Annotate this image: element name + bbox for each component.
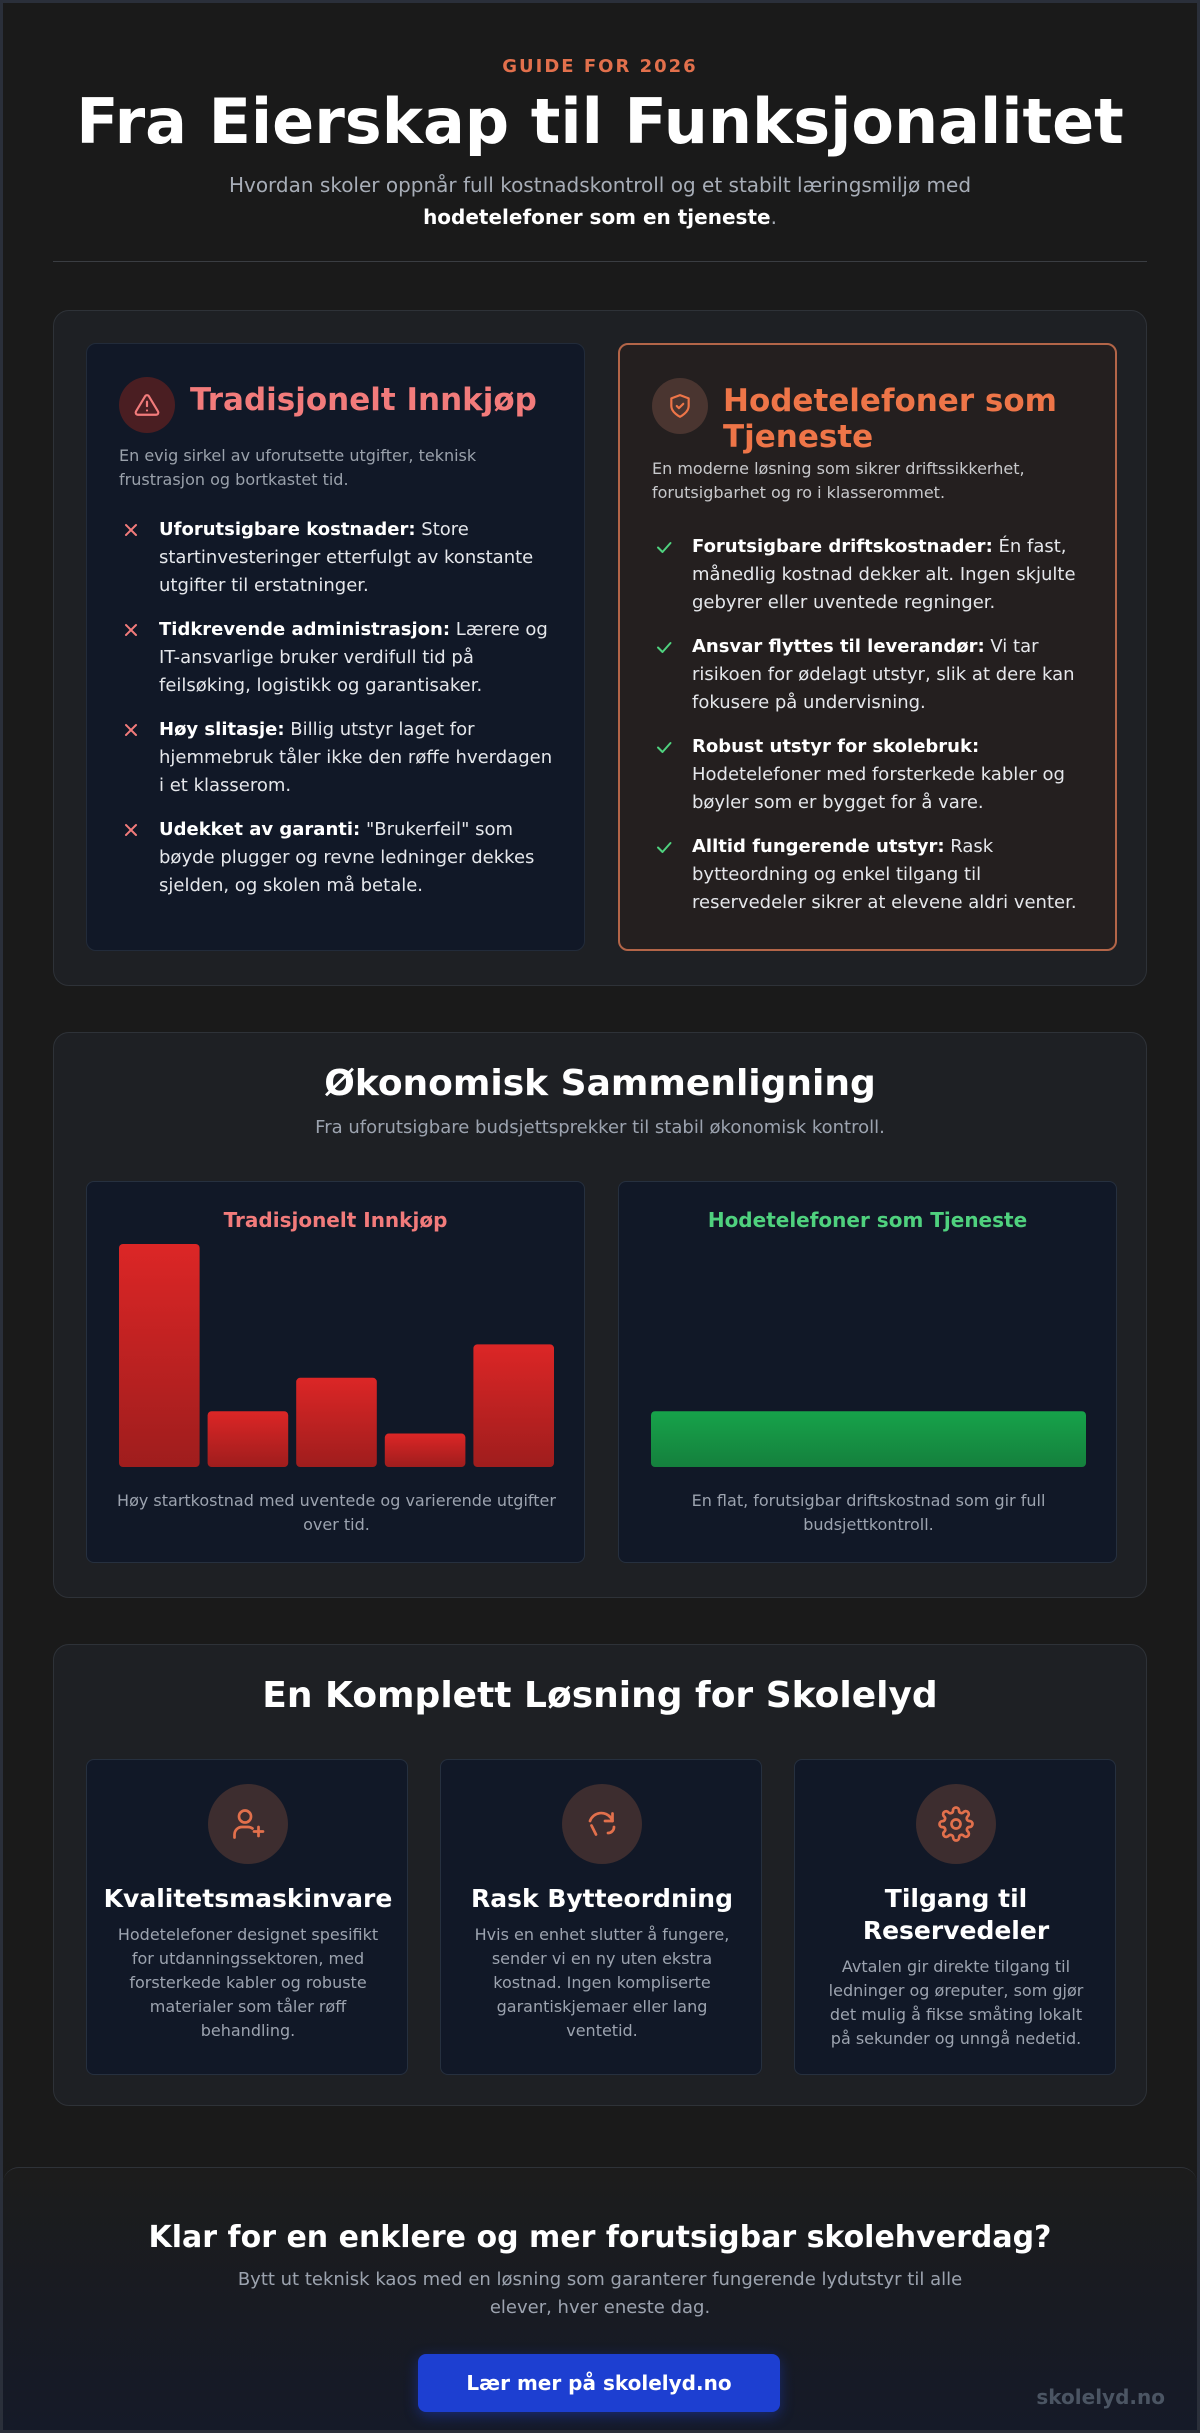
chart-bar <box>651 1411 1086 1467</box>
chart-title: Hodetelefoner som Tjeneste <box>707 1208 1028 1232</box>
cta-text: Bytt ut teknisk kaos med en løsning som garanterer fungerende lydutstyr til alle elever, hver eneste dag. <box>237 2269 963 2318</box>
item-text: Billig utstyr laget for hjemmebruk tåler ikke den røffe hverdagen i et klasserom. <box>159 719 553 796</box>
chart-bar <box>208 1411 289 1467</box>
list-item <box>652 833 1092 917</box>
solution-section <box>53 1644 1147 2106</box>
list-item <box>119 816 559 900</box>
swap-arrow-icon <box>562 1784 642 1864</box>
feature-card <box>440 1759 762 2075</box>
warning-triangle-icon <box>119 377 175 433</box>
service-title: Hodetelefoner som Tjeneste <box>723 383 1057 455</box>
economy-section <box>53 1032 1147 1598</box>
traditional-title: Tradisjonelt Innkjøp <box>190 382 537 418</box>
traditional-card <box>86 343 585 951</box>
economy-title: Økonomisk Sammenligning <box>324 1063 876 1104</box>
page <box>3 3 1197 2430</box>
service-description: En moderne løsning som sikrer driftssikkerhet, forutsigbarhet og ro i klasserommet. <box>652 459 1025 502</box>
chart-bar <box>473 1344 554 1467</box>
chart-bar <box>296 1378 377 1467</box>
page-title: Fra Eierskap til Funksjonalitet <box>76 85 1124 158</box>
item-heading: Tidkrevende administrasjon: <box>159 619 451 640</box>
list-item <box>652 733 1092 817</box>
divider <box>53 261 1147 262</box>
chart-bar <box>385 1434 466 1467</box>
cross-icon <box>121 820 141 840</box>
traditional-description: En evig sirkel av uforutsette utgifter, teknisk frustrasjon og bortkastet tid. <box>119 446 477 489</box>
economy-subtitle: Fra uforutsigbare budsjettsprekker til stabil økonomisk kontroll. <box>315 1117 885 1138</box>
gear-icon <box>916 1784 996 1864</box>
item-text: Én fast, månedlig kostnad dekker alt. Ingen skjulte gebyrer eller uventede regninger. <box>692 536 1076 613</box>
item-text: Vi tar risikoen for ødelagt utstyr, slik at dere kan fokusere på undervisning. <box>692 636 1075 713</box>
solution-title: En Komplett Løsning for Skolelyd <box>262 1675 938 1716</box>
item-text: Store startinvesteringer etterfulgt av konstante utgifter til erstatninger. <box>159 519 534 596</box>
subtitle-emphasis: hodetelefoner som en tjeneste <box>423 205 771 229</box>
service-list <box>652 533 1092 933</box>
list-item <box>652 533 1092 617</box>
feature-title: Tilgang til Reservedeler <box>862 1884 1050 1945</box>
item-text: Hodetelefoner med forsterkede kabler og bøyler som er bygget for å vare. <box>692 764 1065 813</box>
item-heading: Robust utstyr for skolebruk: <box>692 736 980 757</box>
list-item <box>119 516 559 600</box>
subtitle-text: Hvordan skoler oppnår full kostnadskontroll og et stabilt læringsmiljø med <box>228 173 972 197</box>
item-heading: Ansvar flyttes til leverandør: <box>692 636 985 657</box>
feature-title: Rask Bytteordning <box>471 1884 733 1913</box>
check-icon <box>654 737 674 757</box>
item-heading: Alltid fungerende utstyr: <box>692 836 945 857</box>
chart-title: Tradisjonelt Innkjøp <box>223 1208 448 1232</box>
service-chart <box>618 1181 1117 1563</box>
shield-check-icon <box>652 378 708 434</box>
chart-bar <box>119 1244 200 1467</box>
item-heading: Forutsigbare driftskostnader: <box>692 536 993 557</box>
cross-icon <box>121 520 141 540</box>
check-icon <box>654 837 674 857</box>
comparison-section <box>53 310 1147 986</box>
item-text: Rask bytteordning og enkel tilgang til reservedeler sikrer at elevene aldri venter. <box>692 836 1077 913</box>
page-subtitle <box>200 169 1000 233</box>
traditional-list <box>119 516 559 916</box>
check-icon <box>654 537 674 557</box>
list-item <box>652 633 1092 717</box>
traditional-chart <box>86 1181 585 1563</box>
feature-text: Hvis en enhet slutter å fungere, sender vi en ny uten ekstra kostnad. Ingen kompliserte garantiskjemaer eller lang ventetid. <box>474 1925 730 2040</box>
subtitle-end: . <box>770 205 777 229</box>
feature-card <box>794 1759 1116 2075</box>
eyebrow: GUIDE FOR 2026 <box>502 56 698 77</box>
chart-caption: En flat, forutsigbar driftskostnad som gir full budsjettkontroll. <box>691 1491 1046 1534</box>
service-card <box>618 343 1117 951</box>
feature-text: Avtalen gir direkte tilgang til ledninger og øreputer, som gjør det mulig å fikse småting lokalt på sekunder og unngå nedetid. <box>828 1957 1084 2048</box>
feature-card <box>86 1759 408 2075</box>
user-plus-icon <box>208 1784 288 1864</box>
cross-icon <box>121 720 141 740</box>
item-heading: Udekket av garanti: <box>159 819 361 840</box>
item-heading: Høy slitasje: <box>159 719 285 740</box>
item-text: Lærere og IT-ansvarlige bruker verdifull tid på feilsøking, logistikk og garantisaker. <box>159 619 548 696</box>
service-bar-chart <box>619 1242 1118 1472</box>
chart-caption: Høy startkostnad med uventede og varierende utgifter over tid. <box>117 1491 556 1534</box>
cross-icon <box>121 620 141 640</box>
list-item <box>119 616 559 700</box>
item-heading: Uforutsigbare kostnader: <box>159 519 416 540</box>
feature-title: Kvalitetsmaskinvare <box>103 1884 393 1913</box>
cta-section <box>3 2167 1197 2430</box>
cta-title: Klar for en enklere og mer forutsigbar skolehverdag? <box>148 2220 1052 2255</box>
check-icon <box>654 637 674 657</box>
brand-logo: skolelyd.no <box>1036 2385 1165 2409</box>
traditional-bar-chart <box>87 1242 586 1472</box>
list-item <box>119 716 559 800</box>
learn-more-button[interactable]: Lær mer på skolelyd.no <box>418 2354 780 2412</box>
item-text: "Brukerfeil" som bøyde plugger og revne ledninger dekkes sjelden, og skolen må betale. <box>159 819 535 896</box>
feature-text: Hodetelefoner designet spesifikt for utdanningssektoren, med forsterkede kabler og robuste materialer som tåler røff behandling. <box>117 1925 379 2040</box>
